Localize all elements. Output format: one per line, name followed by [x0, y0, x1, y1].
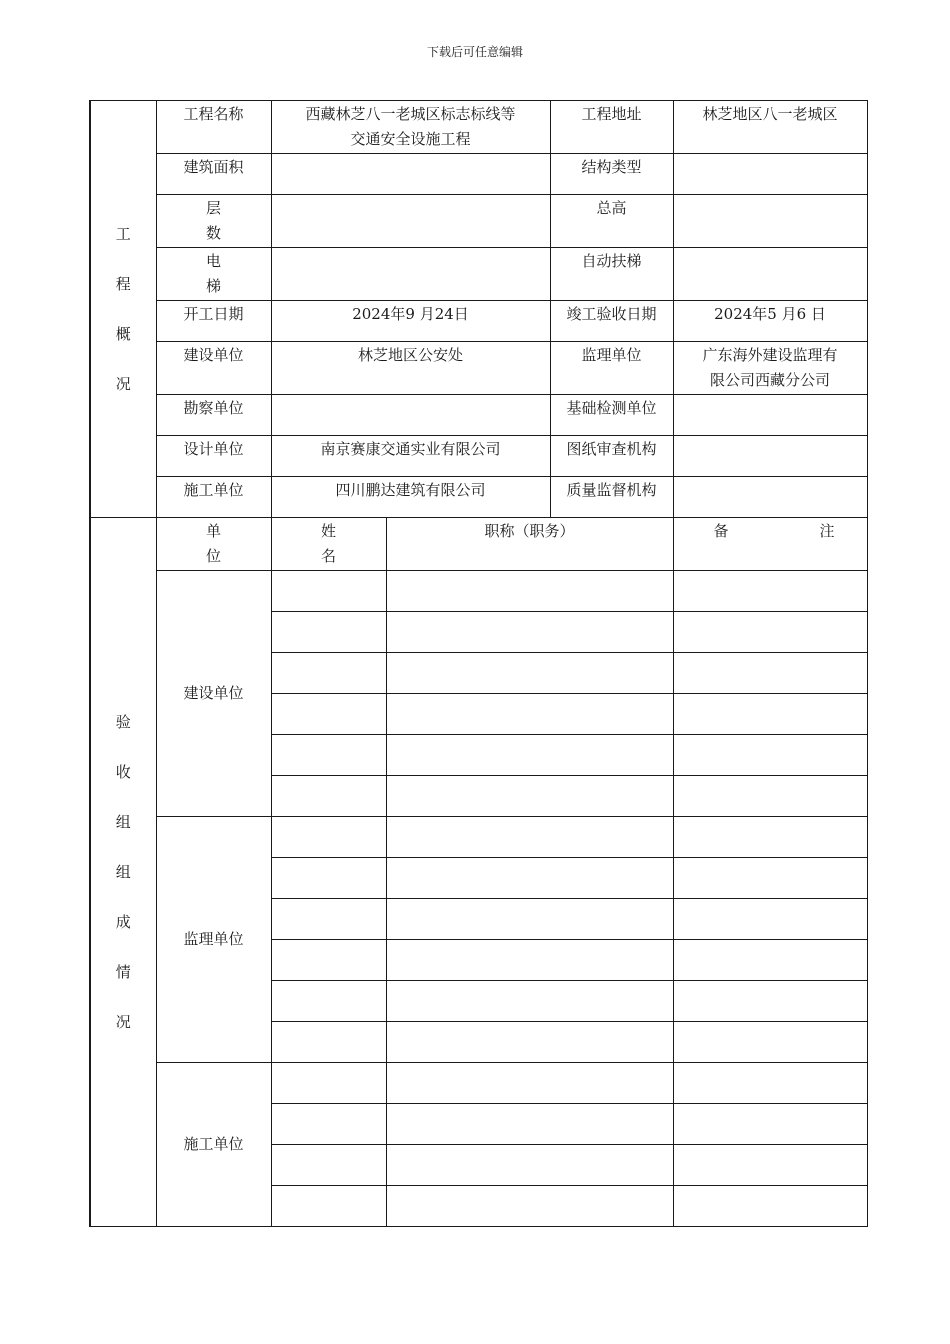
team-section-label-text-1: 验 [115, 713, 131, 731]
field-value[interactable] [673, 301, 867, 342]
overview-row [90, 154, 867, 195]
header-unit [156, 518, 271, 571]
field-value-text-1: 广东海外建设监理有 [702, 346, 838, 364]
header-note: 下载后可任意编辑 [426, 45, 523, 59]
field-value[interactable] [271, 477, 550, 518]
member-name-cell[interactable] [271, 940, 386, 981]
team-member-row [90, 1063, 867, 1104]
overview-row [90, 395, 867, 436]
member-title-cell[interactable] [386, 1186, 673, 1227]
overview-row [90, 101, 867, 154]
field-value-text-2: 限公司西藏分公司 [710, 371, 831, 389]
header-name-text-1: 姓 [320, 522, 336, 540]
member-title-cell[interactable] [386, 694, 673, 735]
field-value[interactable] [673, 154, 867, 195]
header-unit-text-1: 单 [205, 522, 221, 540]
group-unit-label: 建设单位 [156, 571, 271, 817]
field-label-text-2: 数 [205, 224, 221, 242]
field-value-text-1: 林芝地区八一老城区 [702, 105, 838, 123]
field-label-text-1: 电 [205, 252, 221, 270]
member-title-cell[interactable] [386, 940, 673, 981]
field-value-text-1: 2024年9 月24日 [352, 305, 469, 323]
team-section-label-text-3: 组 [115, 813, 131, 831]
member-name-cell[interactable] [271, 1186, 386, 1227]
field-label: 建筑面积 [156, 154, 271, 195]
member-name-cell[interactable] [271, 776, 386, 817]
member-title-cell[interactable] [386, 1063, 673, 1104]
member-remark-cell[interactable] [673, 1186, 867, 1227]
member-remark-cell[interactable] [673, 899, 867, 940]
field-value[interactable] [673, 101, 867, 154]
member-title-cell[interactable] [386, 776, 673, 817]
field-label: 质量监督机构 [550, 477, 673, 518]
member-remark-cell[interactable] [673, 1104, 867, 1145]
team-member-row [90, 817, 867, 858]
member-title-cell[interactable] [386, 735, 673, 776]
member-name-cell[interactable] [271, 1022, 386, 1063]
field-value[interactable] [673, 342, 867, 395]
field-label [156, 195, 271, 248]
field-value-text-1: 南京赛康交通实业有限公司 [320, 440, 501, 458]
field-value-text-1: 林芝地区公安处 [358, 346, 464, 364]
member-title-cell[interactable] [386, 612, 673, 653]
team-section-label-text-2: 收 [115, 763, 131, 781]
member-name-cell[interactable] [271, 858, 386, 899]
field-value[interactable] [271, 248, 550, 301]
field-value-text-2: 交通安全设施工程 [350, 130, 471, 148]
field-value-text-1: 2024年5 月6 日 [714, 305, 826, 323]
overview-row [90, 477, 867, 518]
field-label: 工程名称 [156, 101, 271, 154]
overview-row [90, 195, 867, 248]
overview-section-label-text-2: 程 [115, 275, 131, 293]
member-title-cell[interactable] [386, 1145, 673, 1186]
member-title-cell[interactable] [386, 1022, 673, 1063]
member-remark-cell[interactable] [673, 1145, 867, 1186]
group-unit-label: 施工单位 [156, 1063, 271, 1227]
member-remark-cell[interactable] [673, 612, 867, 653]
acceptance-form-table [89, 100, 868, 1227]
member-title-cell[interactable] [386, 653, 673, 694]
field-label: 自动扶梯 [550, 248, 673, 301]
overview-row [90, 342, 867, 395]
field-value[interactable] [271, 395, 550, 436]
field-value[interactable] [673, 436, 867, 477]
field-value[interactable] [271, 154, 550, 195]
member-remark-cell[interactable] [673, 653, 867, 694]
field-value[interactable] [673, 248, 867, 301]
member-remark-cell[interactable] [673, 981, 867, 1022]
field-label: 设计单位 [156, 436, 271, 477]
team-member-row [90, 571, 867, 612]
overview-row [90, 301, 867, 342]
field-label [156, 248, 271, 301]
field-label: 结构类型 [550, 154, 673, 195]
member-remark-cell[interactable] [673, 735, 867, 776]
member-name-cell[interactable] [271, 694, 386, 735]
member-remark-cell[interactable] [673, 694, 867, 735]
team-header-row [90, 518, 867, 571]
member-name-cell[interactable] [271, 612, 386, 653]
field-label: 建设单位 [156, 342, 271, 395]
member-title-cell[interactable] [386, 571, 673, 612]
group-unit-label: 监理单位 [156, 817, 271, 1063]
member-title-cell[interactable] [386, 858, 673, 899]
member-title-cell[interactable] [386, 817, 673, 858]
member-name-cell[interactable] [271, 1145, 386, 1186]
header-name [271, 518, 386, 571]
field-value[interactable] [271, 101, 550, 154]
header-unit-text-2: 位 [205, 547, 221, 565]
field-label: 总高 [550, 195, 673, 248]
member-remark-cell[interactable] [673, 817, 867, 858]
member-remark-cell[interactable] [673, 571, 867, 612]
field-value-text-1: 西藏林芝八一老城区标志标线等 [305, 105, 516, 123]
field-label: 开工日期 [156, 301, 271, 342]
field-label: 勘察单位 [156, 395, 271, 436]
member-name-cell[interactable] [271, 981, 386, 1022]
team-section-label-text-4: 组 [115, 863, 131, 881]
field-label: 图纸审查机构 [550, 436, 673, 477]
field-value[interactable] [271, 436, 550, 477]
member-name-cell[interactable] [271, 653, 386, 694]
overview-section-label-text-3: 概 [115, 325, 131, 343]
member-name-cell[interactable] [271, 571, 386, 612]
member-remark-cell[interactable] [673, 1063, 867, 1104]
field-value-text-1: 四川鹏达建筑有限公司 [335, 481, 486, 499]
member-remark-cell[interactable] [673, 940, 867, 981]
member-title-cell[interactable] [386, 981, 673, 1022]
field-label: 监理单位 [550, 342, 673, 395]
team-section-label-text-7: 况 [115, 1013, 131, 1031]
team-section-label [90, 518, 156, 1227]
field-value[interactable] [673, 395, 867, 436]
field-label-text-1: 层 [205, 199, 221, 217]
member-name-cell[interactable] [271, 817, 386, 858]
member-title-cell[interactable] [386, 899, 673, 940]
member-remark-cell[interactable] [673, 776, 867, 817]
team-section-label-text-6: 情 [115, 963, 131, 981]
header-name-text-2: 名 [320, 547, 336, 565]
field-value[interactable] [271, 342, 550, 395]
member-name-cell[interactable] [271, 1104, 386, 1145]
header-title: 职称（职务） [386, 518, 673, 571]
member-remark-cell[interactable] [673, 858, 867, 899]
member-name-cell[interactable] [271, 1063, 386, 1104]
member-name-cell[interactable] [271, 735, 386, 776]
overview-row [90, 436, 867, 477]
field-label-text-2: 梯 [205, 277, 221, 295]
field-label: 施工单位 [156, 477, 271, 518]
header-remark: 备 注 [673, 518, 867, 571]
member-title-cell[interactable] [386, 1104, 673, 1145]
form-body [90, 101, 867, 1227]
member-remark-cell[interactable] [673, 1022, 867, 1063]
field-value[interactable] [673, 195, 867, 248]
field-value[interactable] [271, 195, 550, 248]
field-value[interactable] [673, 477, 867, 518]
overview-row [90, 248, 867, 301]
overview-section-label-text-4: 况 [115, 375, 131, 393]
field-label: 竣工验收日期 [550, 301, 673, 342]
overview-section-label [90, 101, 156, 518]
team-section-label-text-5: 成 [115, 913, 131, 931]
member-name-cell[interactable] [271, 899, 386, 940]
overview-section-label-text-1: 工 [115, 225, 131, 243]
field-label: 工程地址 [550, 101, 673, 154]
field-value[interactable] [271, 301, 550, 342]
field-label: 基础检测单位 [550, 395, 673, 436]
